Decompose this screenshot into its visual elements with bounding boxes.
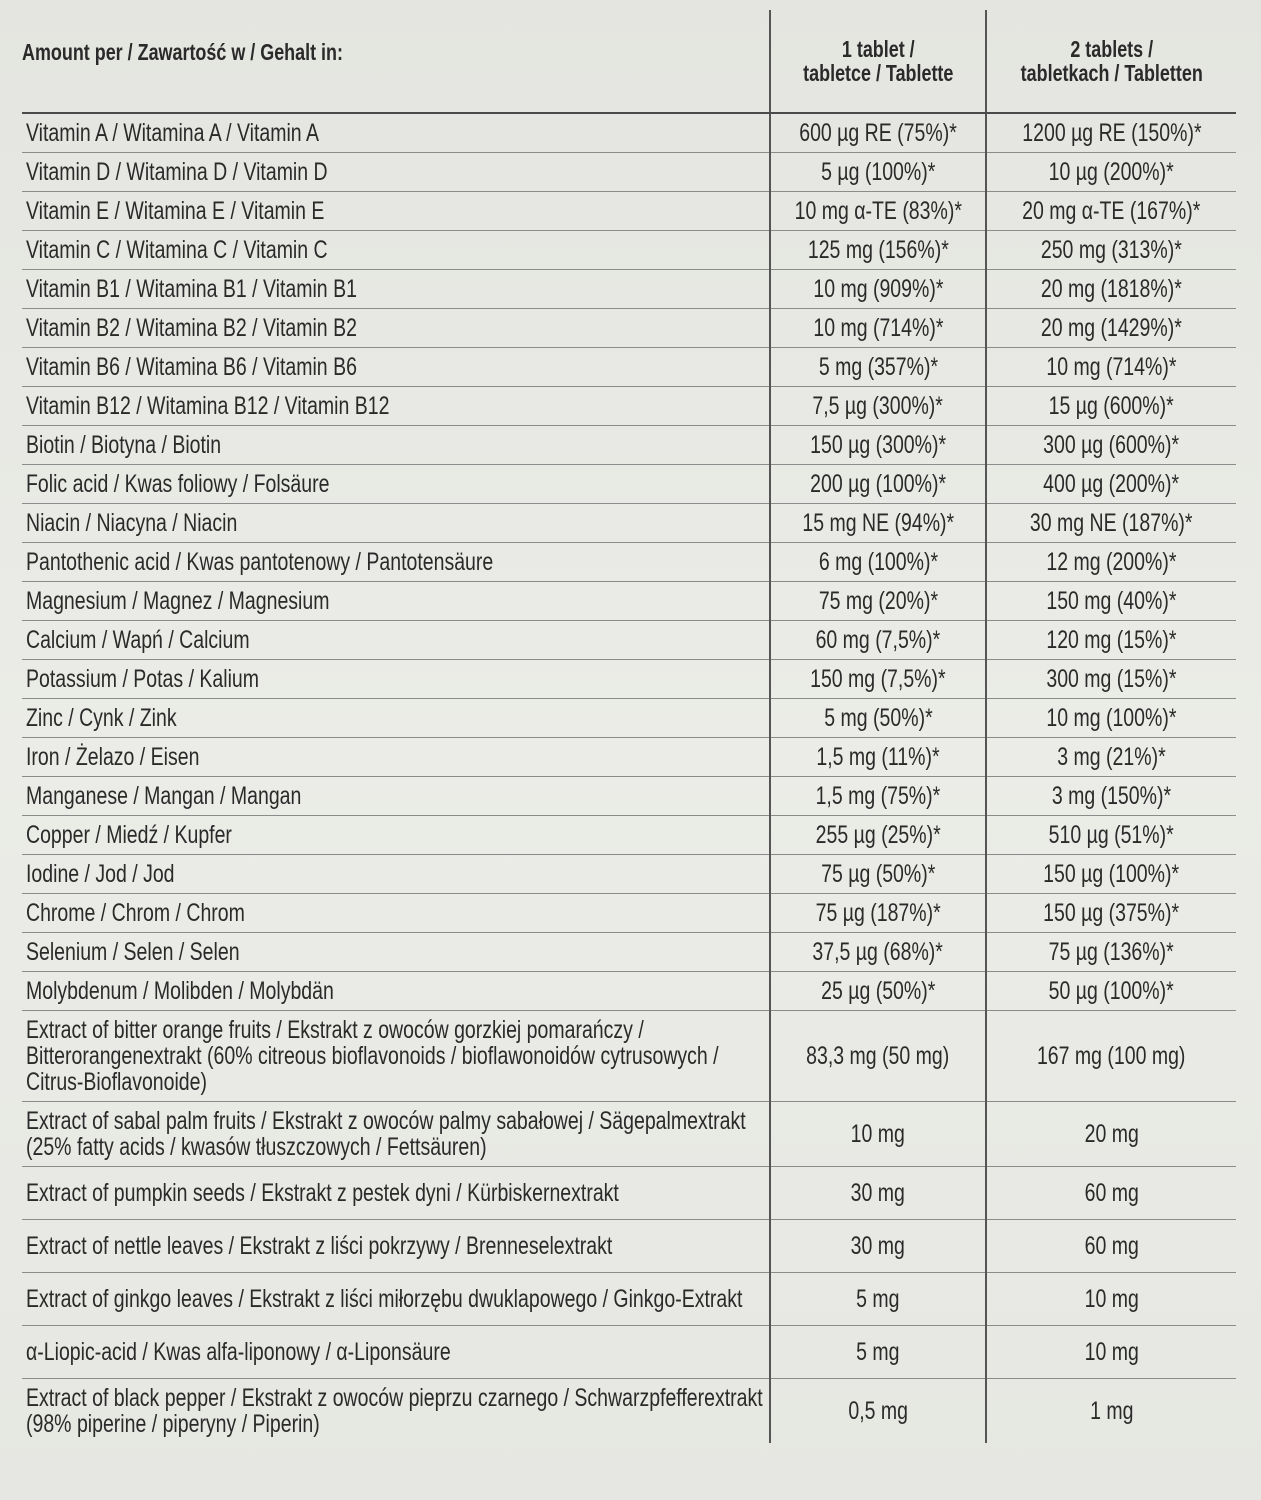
- row-value-one-tablet: 125 mg (156%)*: [770, 231, 986, 270]
- row-value-two-tablets: 75 µg (136%)*: [986, 933, 1236, 972]
- table-row: [22, 1011, 1236, 1102]
- row-value-two-tablets: 60 mg: [986, 1220, 1236, 1273]
- table-row: [22, 1220, 1236, 1273]
- row-value-two-tablets: 60 mg: [986, 1167, 1236, 1220]
- row-value-two-tablets: 150 mg (40%)*: [986, 582, 1236, 621]
- row-name: Potassium / Potas / Kalium: [22, 660, 770, 699]
- table-row: [22, 465, 1236, 504]
- row-name: Molybdenum / Molibden / Molybdän: [22, 972, 770, 1011]
- table-row: [22, 660, 1236, 699]
- row-name: Magnesium / Magnez / Magnesium: [22, 582, 770, 621]
- row-value-one-tablet: 37,5 µg (68%)*: [770, 933, 986, 972]
- table-row: [22, 309, 1236, 348]
- row-value-one-tablet: 25 µg (50%)*: [770, 972, 986, 1011]
- row-name: Folic acid / Kwas foliowy / Folsäure: [22, 465, 770, 504]
- row-name: Vitamin B1 / Witamina B1 / Vitamin B1: [22, 270, 770, 309]
- row-name: Chrome / Chrom / Chrom: [22, 894, 770, 933]
- row-name: Copper / Miedź / Kupfer: [22, 816, 770, 855]
- row-value-one-tablet: 5 mg: [770, 1326, 986, 1379]
- table-row: [22, 348, 1236, 387]
- row-name: Vitamin D / Witamina D / Vitamin D: [22, 153, 770, 192]
- row-name: Pantothenic acid / Kwas pantotenowy / Pantotensäure: [22, 543, 770, 582]
- row-name: Calcium / Wapń / Calcium: [22, 621, 770, 660]
- table-row: [22, 153, 1236, 192]
- header-two-tablets: 2 tablets / tabletkach / Tabletten: [986, 10, 1236, 113]
- row-value-two-tablets: 50 µg (100%)*: [986, 972, 1236, 1011]
- table-row: [22, 816, 1236, 855]
- row-value-two-tablets: 300 mg (15%)*: [986, 660, 1236, 699]
- row-value-two-tablets: 10 mg: [986, 1273, 1236, 1326]
- row-value-two-tablets: 1 mg: [1089, 1397, 1134, 1425]
- row-value-one-tablet: 5 mg (357%)*: [770, 348, 986, 387]
- row-value-two-tablets: 20 mg α-TE (167%)*: [986, 192, 1236, 231]
- row-value-two-tablets: 10 mg: [986, 1326, 1236, 1379]
- row-value-one-tablet: 10 mg: [770, 1102, 986, 1167]
- row-value-one-tablet: 255 µg (25%)*: [770, 816, 986, 855]
- row-value-one-tablet: 5 mg: [770, 1273, 986, 1326]
- table-row: [22, 543, 1236, 582]
- table-row: [22, 1102, 1236, 1167]
- row-value-one-tablet: 5 µg (100%)*: [770, 153, 986, 192]
- row-name: Vitamin A / Witamina A / Vitamin A: [22, 113, 770, 153]
- row-value-one-tablet: 7,5 µg (300%)*: [770, 387, 986, 426]
- row-value-one-tablet: 75 µg (50%)*: [770, 855, 986, 894]
- row-value-two-tablets: 3 mg (21%)*: [986, 738, 1236, 777]
- table-row: [22, 855, 1236, 894]
- row-name: Biotin / Biotyna / Biotin: [22, 426, 770, 465]
- row-value-one-tablet: 15 mg NE (94%)*: [770, 504, 986, 543]
- table-row: [22, 738, 1236, 777]
- row-value-two-tablets: 10 mg (714%)*: [986, 348, 1236, 387]
- row-value-two-tablets: 250 mg (313%)*: [986, 231, 1236, 270]
- row-value-two-tablets: 400 µg (200%)*: [986, 465, 1236, 504]
- table-row: [22, 933, 1236, 972]
- row-value-one-tablet: 10 mg α-TE (83%)*: [770, 192, 986, 231]
- row-value-two-tablets: 1200 µg RE (150%)*: [986, 113, 1236, 153]
- row-name: Extract of nettle leaves / Ekstrakt z liści pokrzywy / Brenneselextrakt: [22, 1220, 770, 1273]
- row-value-two-tablets: 150 µg (100%)*: [986, 855, 1236, 894]
- table-row: [22, 113, 1236, 153]
- table-row: [22, 231, 1236, 270]
- table-row: [22, 426, 1236, 465]
- table-header-row: [22, 10, 1236, 113]
- row-name: Extract of pumpkin seeds / Ekstrakt z pestek dyni / Kürbiskernextrakt: [22, 1167, 770, 1220]
- row-value-one-tablet: 10 mg (909%)*: [770, 270, 986, 309]
- table-row: [22, 192, 1236, 231]
- row-value-two-tablets: 12 mg (200%)*: [986, 543, 1236, 582]
- table-row: [22, 504, 1236, 543]
- table-row: [22, 699, 1236, 738]
- header-amount: Amount per / Zawartość w / Gehalt in:: [22, 10, 770, 113]
- row-value-one-tablet: 83,3 mg (50 mg): [770, 1011, 986, 1102]
- table-row: [22, 1273, 1236, 1326]
- row-name: Vitamin B12 / Witamina B12 / Vitamin B12: [22, 387, 770, 426]
- row-value-one-tablet: 5 mg (50%)*: [770, 699, 986, 738]
- row-value-one-tablet: 200 µg (100%)*: [770, 465, 986, 504]
- row-value-one-tablet: 0,5 mg: [770, 1379, 986, 1444]
- row-value-one-tablet: 75 µg (187%)*: [770, 894, 986, 933]
- row-name: Selenium / Selen / Selen: [22, 933, 770, 972]
- row-name: Iodine / Jod / Jod: [22, 855, 770, 894]
- header-one-tablet: 1 tablet / tabletce / Tablette: [770, 10, 986, 113]
- table-row: [22, 1379, 1236, 1444]
- row-name: Vitamin E / Witamina E / Vitamin E: [22, 192, 770, 231]
- row-value-two-tablets: 20 mg (1818%)*: [986, 270, 1236, 309]
- row-value-two-tablets: 3 mg (150%)*: [986, 777, 1236, 816]
- row-value-two-tablets: 30 mg NE (187%)*: [986, 504, 1236, 543]
- row-name: α-Liopic-acid / Kwas alfa-liponowy / α-Liponsäure: [22, 1326, 770, 1379]
- row-value-one-tablet: 6 mg (100%)*: [770, 543, 986, 582]
- row-value-one-tablet: 150 mg (7,5%)*: [770, 660, 986, 699]
- row-value-one-tablet: 10 mg (714%)*: [770, 309, 986, 348]
- row-value-two-tablets: 20 mg: [986, 1102, 1236, 1167]
- row-name: Vitamin C / Witamina C / Vitamin C: [22, 231, 770, 270]
- row-value-one-tablet: 150 µg (300%)*: [770, 426, 986, 465]
- row-value-one-tablet: 75 mg (20%)*: [770, 582, 986, 621]
- row-value-two-tablets: 510 µg (51%)*: [986, 816, 1236, 855]
- table-row: [22, 621, 1236, 660]
- row-value-two-tablets: 120 mg (15%)*: [986, 621, 1236, 660]
- row-value-two-tablets: 300 µg (600%)*: [986, 426, 1236, 465]
- row-name: Extract of ginkgo leaves / Ekstrakt z liści miłorzębu dwuklapowego / Ginkgo-Extrakt: [22, 1273, 770, 1326]
- row-value-two-tablets: 10 mg (100%)*: [986, 699, 1236, 738]
- row-name: Extract of black pepper / Ekstrakt z owoców pieprzu czarnego / Schwarzpfefferextrakt (98% piperine / piperyny / Piperin): [26, 1384, 763, 1438]
- table-row: [22, 1326, 1236, 1379]
- row-value-one-tablet: 1,5 mg (11%)*: [770, 738, 986, 777]
- row-name: Extract of bitter orange fruits / Ekstrakt z owoców gorzkiej pomarańczy / Bitterorangenextrakt (60% citreous bioflavonoids / bioflawonoidów cytrusowych / Citrus-Bioflavonoide): [22, 1011, 770, 1102]
- row-name: Vitamin B6 / Witamina B6 / Vitamin B6: [22, 348, 770, 387]
- row-value-one-tablet: 600 µg RE (75%)*: [770, 113, 986, 153]
- nutrition-table: [22, 10, 1236, 1443]
- row-value-one-tablet: 30 mg: [770, 1167, 986, 1220]
- row-value-one-tablet: 30 mg: [770, 1220, 986, 1273]
- row-value-one-tablet: 1,5 mg (75%)*: [770, 777, 986, 816]
- table-row: [22, 582, 1236, 621]
- row-value-one-tablet: 60 mg (7,5%)*: [770, 621, 986, 660]
- table-row: [22, 777, 1236, 816]
- table-row: [22, 270, 1236, 309]
- row-value-two-tablets: 167 mg (100 mg): [986, 1011, 1236, 1102]
- table-row: [22, 1167, 1236, 1220]
- table-row: [22, 387, 1236, 426]
- row-value-two-tablets: 15 µg (600%)*: [986, 387, 1236, 426]
- row-name: Vitamin B2 / Witamina B2 / Vitamin B2: [22, 309, 770, 348]
- row-value-two-tablets: 20 mg (1429%)*: [986, 309, 1236, 348]
- table-row: [22, 894, 1236, 933]
- table-row: [22, 972, 1236, 1011]
- row-name: Iron / Żelazo / Eisen: [22, 738, 770, 777]
- row-name: Manganese / Mangan / Mangan: [22, 777, 770, 816]
- row-name: Extract of sabal palm fruits / Ekstrakt z owoców palmy sabałowej / Sägepalmextrakt (25% fatty acids / kwasów tłuszczowych / Fettsäuren): [22, 1102, 770, 1167]
- row-name: Niacin / Niacyna / Niacin: [22, 504, 770, 543]
- row-value-two-tablets: 150 µg (375%)*: [986, 894, 1236, 933]
- row-name: Zinc / Cynk / Zink: [22, 699, 770, 738]
- row-value-two-tablets: 10 µg (200%)*: [986, 153, 1236, 192]
